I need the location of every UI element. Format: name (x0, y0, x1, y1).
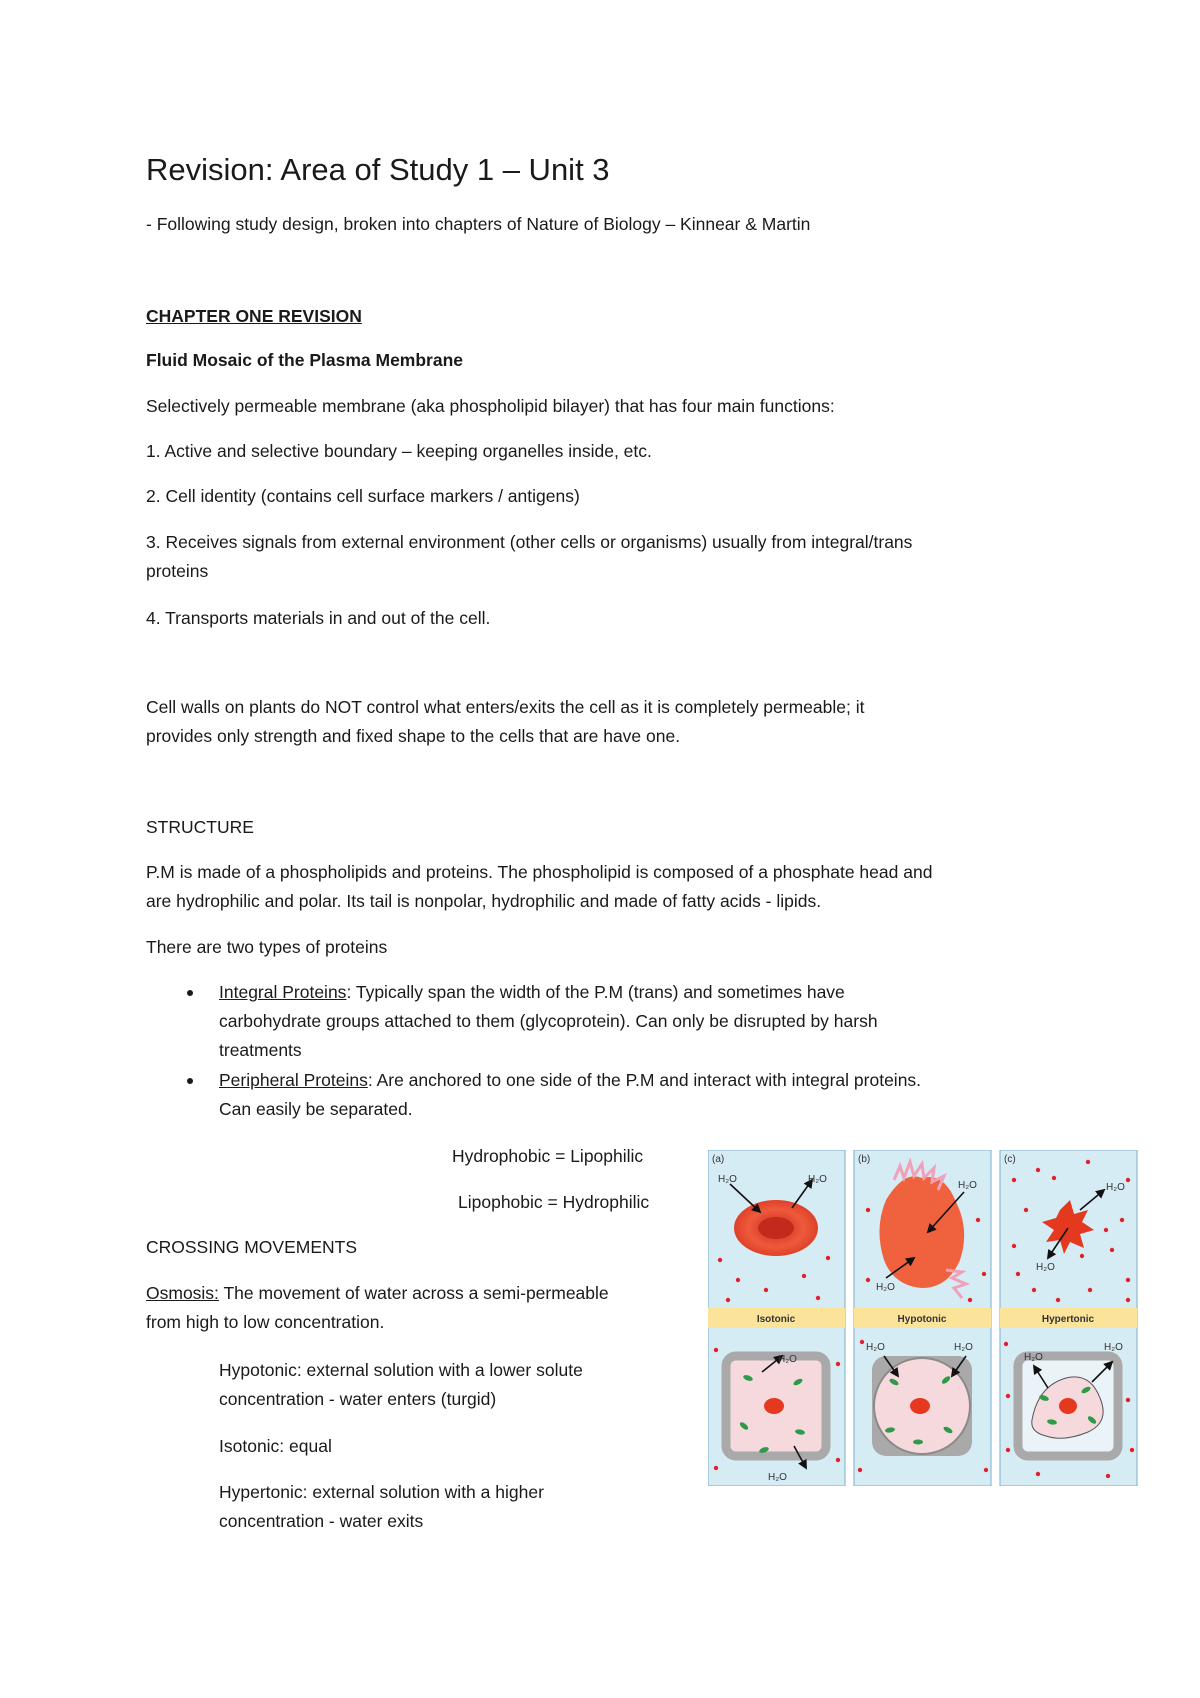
isotonic-text: Isotonic: equal (219, 1436, 332, 1456)
function-item-continued: proteins (146, 561, 209, 581)
panel-label: (b) (858, 1154, 871, 1165)
water-label: H₂O (954, 1342, 973, 1353)
cell-walls-text: Cell walls on plants do NOT control what enters/exits the cell as it is completely permeable; it (146, 697, 865, 717)
band-label: Isotonic (756, 1314, 796, 1325)
peripheral-proteins-line (219, 1066, 921, 1095)
solute-particle (1006, 1394, 1010, 1398)
osmosis-line (146, 1279, 609, 1308)
water-label: H₂O (1106, 1182, 1125, 1193)
solute-particle (1106, 1474, 1110, 1478)
water-label: H₂O (718, 1174, 737, 1185)
hypotonic-text: Hypotonic: external solution with a lower solute (219, 1360, 583, 1380)
band-label: Hypertonic (1041, 1314, 1095, 1325)
solute-particle (1088, 1288, 1092, 1292)
water-label: H₂O (958, 1180, 977, 1191)
red-blood-cell-isotonic (734, 1200, 818, 1256)
function-item: 4. Transports materials in and out of the cell. (146, 608, 491, 628)
integral-proteins-desc: treatments (219, 1040, 302, 1060)
plant-cell-isotonic (726, 1356, 826, 1456)
bullet-icon (187, 990, 193, 996)
solute-particle (1036, 1168, 1040, 1172)
solute-particle (1086, 1160, 1090, 1164)
chloroplast (913, 1440, 923, 1445)
osmosis-desc: The movement of water across a semi-permeable (218, 1283, 609, 1303)
solute-particle (1126, 1278, 1130, 1282)
solute-particle (736, 1278, 740, 1282)
solute-particle (976, 1218, 980, 1222)
water-label: H₂O (778, 1354, 797, 1365)
peripheral-proteins-term: Peripheral Proteins (219, 1070, 368, 1090)
osmosis-desc: from high to low concentration. (146, 1312, 385, 1332)
crossing-heading: CROSSING MOVEMENTS (146, 1237, 357, 1257)
panel-label: (c) (1004, 1154, 1016, 1165)
solute-particle (714, 1466, 718, 1470)
solute-particle (726, 1298, 730, 1302)
intro-text: Selectively permeable membrane (aka phospholipid bilayer) that has four main functions: (146, 396, 835, 416)
solute-particle (858, 1468, 862, 1472)
water-label: H₂O (768, 1472, 787, 1483)
hypertonic-text: Hypertonic: external solution with a higher (219, 1482, 544, 1502)
water-label: H₂O (866, 1342, 885, 1353)
structure-text: are hydrophilic and polar. Its tail is nonpolar, hydrophilic and made of fatty acids - lipids. (146, 891, 822, 911)
integral-proteins-line (219, 978, 845, 1007)
water-label: H₂O (1104, 1342, 1123, 1353)
solute-particle (714, 1348, 718, 1352)
osmosis-term: Osmosis: (146, 1283, 219, 1303)
solute-particle (1056, 1298, 1060, 1302)
solute-particle (1004, 1342, 1008, 1346)
solute-particle (836, 1362, 840, 1366)
panel-label: (a) (712, 1154, 725, 1165)
solute-particle (1126, 1398, 1130, 1402)
solute-particle (826, 1256, 830, 1260)
structure-text: P.M is made of a phospholipids and proteins. The phospholipid is composed of a phosphate head and (146, 862, 933, 882)
solute-particle (1012, 1244, 1016, 1248)
solute-particle (836, 1458, 840, 1462)
solute-particle (1052, 1176, 1056, 1180)
solute-particle (1032, 1288, 1036, 1292)
structure-heading: STRUCTURE (146, 817, 254, 837)
function-item: 1. Active and selective boundary – keeping organelles inside, etc. (146, 441, 652, 461)
hydrophobic-text: Hydrophobic = Lipophilic (452, 1146, 644, 1166)
solute-particle (984, 1468, 988, 1472)
document-title: Revision: Area of Study 1 – Unit 3 (146, 152, 610, 187)
function-item: 3. Receives signals from external environment (other cells or organisms) usually from integral/trans (146, 532, 913, 552)
solute-particle (1126, 1178, 1130, 1182)
solute-particle (1036, 1472, 1040, 1476)
solute-particle (1080, 1254, 1084, 1258)
solute-particle (866, 1278, 870, 1282)
solute-particle (816, 1296, 820, 1300)
solute-particle (718, 1258, 722, 1262)
section-heading: Fluid Mosaic of the Plasma Membrane (146, 350, 464, 370)
chapter-heading: CHAPTER ONE REVISION (146, 306, 362, 326)
hypertonic-text: concentration - water exits (219, 1511, 424, 1531)
solute-particle (1104, 1228, 1108, 1232)
bullet-icon (187, 1078, 193, 1084)
water-label: H₂O (1036, 1262, 1055, 1273)
hypotonic-text: concentration - water enters (turgid) (219, 1389, 497, 1409)
band-label: Hypotonic (897, 1314, 947, 1325)
solute-particle (1012, 1178, 1016, 1182)
peripheral-proteins-desc: : Are anchored to one side of the P.M and interact with integral proteins. (367, 1070, 922, 1090)
osmosis-figure (708, 1150, 1138, 1486)
solute-particle (764, 1288, 768, 1292)
solute-particle (802, 1274, 806, 1278)
subtitle: - Following study design, broken into chapters of Nature of Biology – Kinnear & Martin (146, 214, 811, 234)
integral-proteins-term: Integral Proteins (219, 982, 347, 1002)
solute-particle (1016, 1272, 1020, 1276)
solute-particle (1126, 1298, 1130, 1302)
water-label: H₂O (876, 1282, 895, 1293)
function-item: 2. Cell identity (contains cell surface markers / antigens) (146, 486, 580, 506)
solute-particle (1120, 1218, 1124, 1222)
solute-particle (860, 1340, 864, 1344)
integral-proteins-desc: : Typically span the width of the P.M (trans) and sometimes have (346, 982, 845, 1002)
solute-particle (866, 1208, 870, 1212)
cell-walls-text: provides only strength and fixed shape to the cells that are have one. (146, 726, 681, 746)
lipophobic-text: Lipophobic = Hydrophilic (458, 1192, 650, 1212)
solute-particle (968, 1298, 972, 1302)
integral-proteins-desc: carbohydrate groups attached to them (glycoprotein). Can only be disrupted by harsh (219, 1011, 878, 1031)
water-label: H₂O (808, 1174, 827, 1185)
solute-particle (1110, 1248, 1114, 1252)
solute-particle (1006, 1448, 1010, 1452)
water-label: H₂O (1024, 1352, 1043, 1363)
peripheral-proteins-desc: Can easily be separated. (219, 1099, 413, 1119)
solute-particle (982, 1272, 986, 1276)
solute-particle (1024, 1208, 1028, 1212)
proteins-intro: There are two types of proteins (146, 937, 388, 957)
solute-particle (1130, 1448, 1134, 1452)
